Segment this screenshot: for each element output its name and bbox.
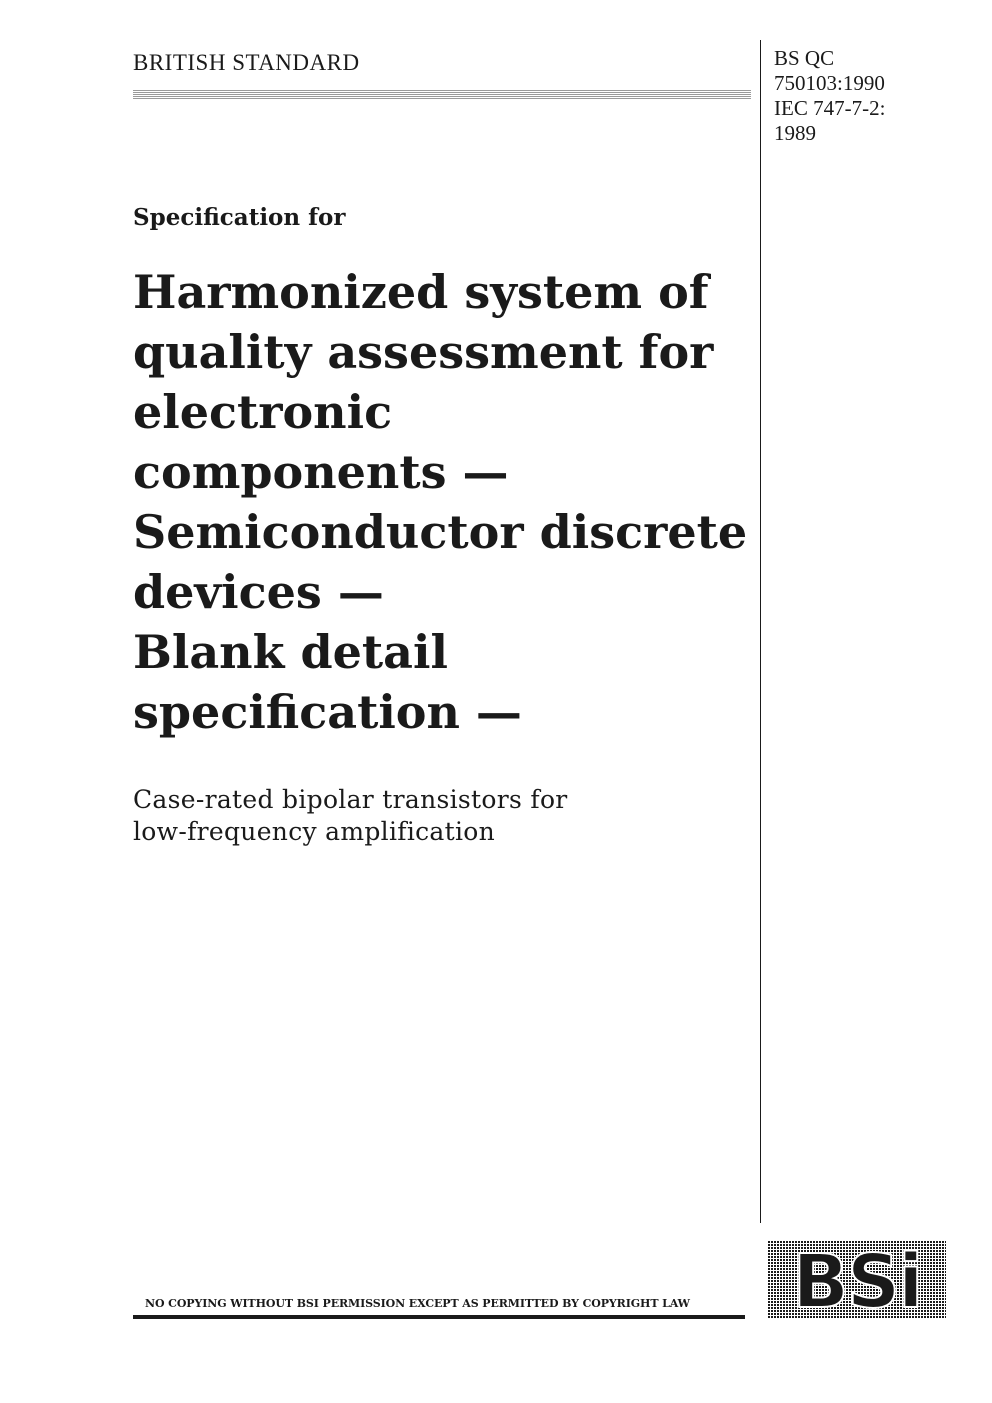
document-subtitle [133, 784, 568, 848]
standard-number-line: BS QC [774, 46, 835, 70]
subtitle-line: low-frequency amplification [133, 817, 496, 846]
subtitle-line: Case-rated bipolar transistors for [133, 785, 568, 814]
document-title [133, 262, 753, 742]
copyright-notice: NO COPYING WITHOUT BSI PERMISSION EXCEPT AS PERMITTED BY COPYRIGHT LAW [145, 1297, 690, 1310]
standard-number-line: IEC 747-7-2: [774, 96, 886, 120]
standard-type-label: BRITISH STANDARD [133, 50, 360, 75]
standard-number-line: 1989 [774, 121, 816, 145]
spec-intro: Specification for [133, 204, 346, 231]
bsi-logo [768, 1241, 946, 1319]
vertical-divider [760, 40, 761, 1223]
title-line: Harmonized system of [133, 265, 709, 319]
standard-number-line: 750103:1990 [774, 71, 885, 95]
title-line: devices — [133, 565, 384, 619]
title-line: specification — [133, 685, 522, 739]
title-line: Blank detail [133, 625, 448, 679]
standard-numbers [774, 46, 885, 146]
title-line: quality assessment for [133, 325, 714, 379]
title-line: electronic [133, 385, 393, 439]
footer-rule [133, 1315, 745, 1319]
header-rule [133, 90, 751, 99]
title-line: components — [133, 445, 509, 499]
title-line: Semiconductor discrete [133, 505, 748, 559]
svg-text:BSi: BSi [792, 1241, 922, 1319]
